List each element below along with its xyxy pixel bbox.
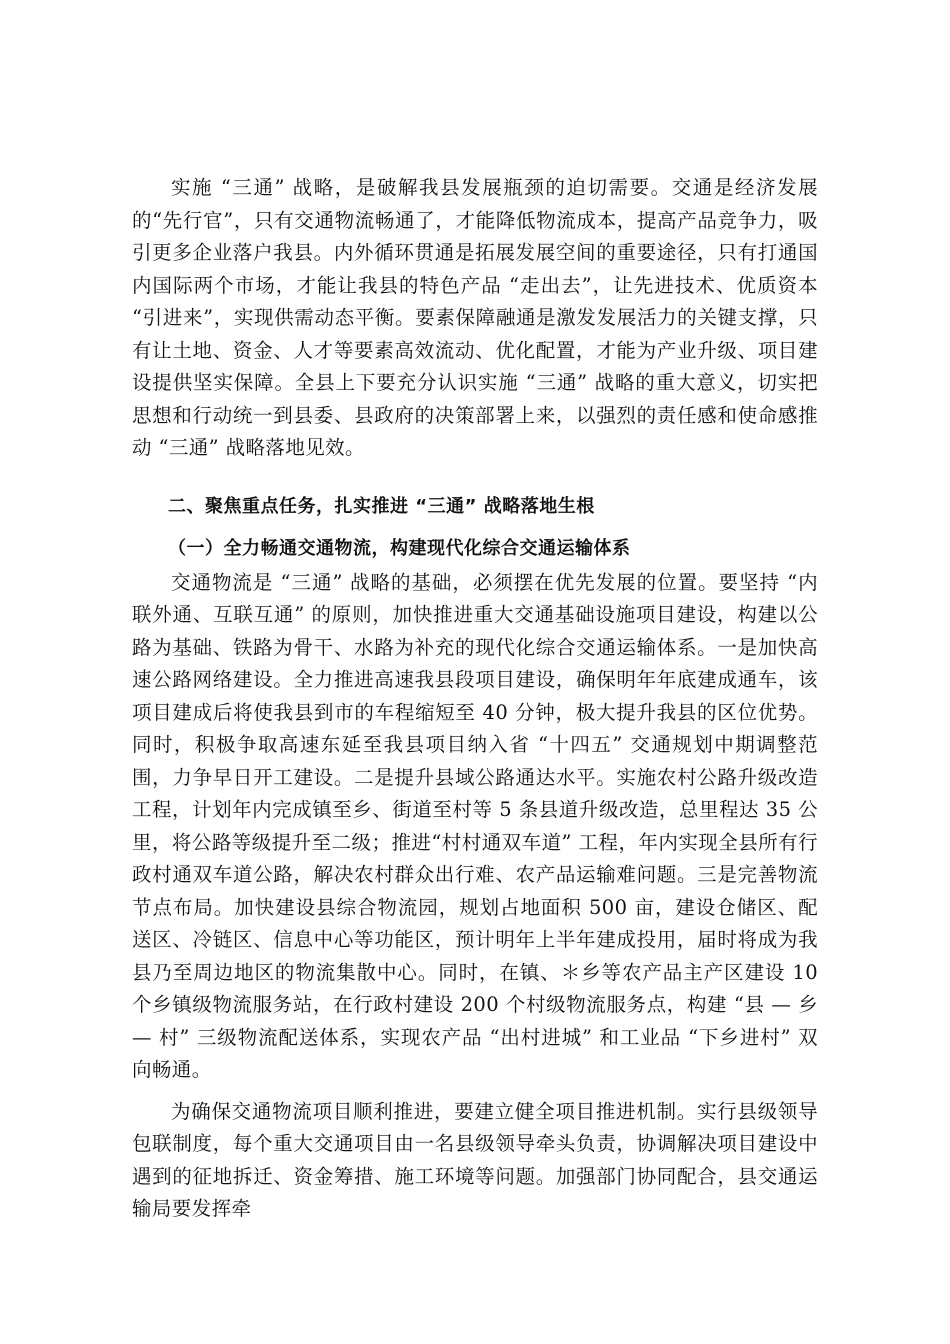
spacer xyxy=(132,523,818,533)
section-heading: 二、聚焦重点任务，扎实推进 “三通” 战略落地生根 xyxy=(168,495,595,517)
spacer xyxy=(132,1087,818,1096)
paragraph-project-mechanism: 为确保交通物流项目顺利推进，要建立健全项目推进机制。实行县级领导包联制度，每个重大交通项目由一名县级领导牵头负责，协调解决项目建设中遇到的征地拆迁、资金筹措、施工环境等问题。加强部门协同配合，县交通运输局要发挥牵 xyxy=(132,1099,818,1220)
paragraph-transport-logistics: 交通物流是 “三通” 战略的基础，必须摆在优先发展的位置。要坚持 “内联外通、互联互通” 的原则，加快推进重大交通基础设施项目建设，构建以公路为基础、铁路为骨干、水路为补充的现代化综合交通运输体系。一是加快高速公路网络建设。全力推进高速我县段项目建设，确保明年年底建成通车，该项目建成后将使我县到市的车程缩短至 40 分钟，极大提升我县的区位优势。同时，积极争取高速东延至我县项目纳入省 “十四五” 交通规划中期调整范围，力争早日开工建设。二是提升县域公路通达水平。实施农村公路升级改造工程，计划年内完成镇至乡、街道至村等 5 条县道升级改造，总里程达 35 公里，将公路等级提升至二级；推进“村村通双车道” 工程，年内实现全县所有行政村通双车道公路，解决农村群众出行难、农产品运输难问题。三是完善物流节点布局。加快建设县综合物流园，规划占地面积 500 亩，建设仓储区、配送区、冷链区、信息中心等功能区，预计明年上半年建成投用，届时将成为我县乃至周边地区的物流集散中心。同时，在镇、＊乡等农产品主产区建设 10 个乡镇级物流服务站，在行政村建设 200 个村级物流服务点，构建 “县 — 乡 — 村” 三级物流配送体系，实现农产品 “出村进城” 和工业品 “下乡进村” 双向畅通。 xyxy=(132,570,818,1081)
document-body xyxy=(132,172,818,1226)
subsection-heading: （一）全力畅通交通物流，构建现代化综合交通运输体系 xyxy=(168,537,631,559)
spacer xyxy=(132,465,818,491)
paragraph-significance: 实施 “三通” 战略，是破解我县发展瓶颈的迫切需要。交通是经济发展的“先行官”，只有交通物流畅通了，才能降低物流成本，提高产品竞争力，吸引更多企业落户我县。内外循环贯通是拓展发展空间的重要途径，只有打通国内国际两个市场，才能让我县的特色产品 “走出去”，让先进技术、优质资本 “引进来”，实现供需动态平衡。要素保障融通是激发发展活力的关键支撑，只有让土地、资金、人才等要素高效流动、优化配置，才能为产业升级、项目建设提供坚实保障。全县上下要充分认识实施 “三通” 战略的重大意义，切实把思想和行动统一到县委、县政府的决策部署上来，以强烈的责任感和使命感推动 “三通” 战略落地见效。 xyxy=(132,176,818,459)
